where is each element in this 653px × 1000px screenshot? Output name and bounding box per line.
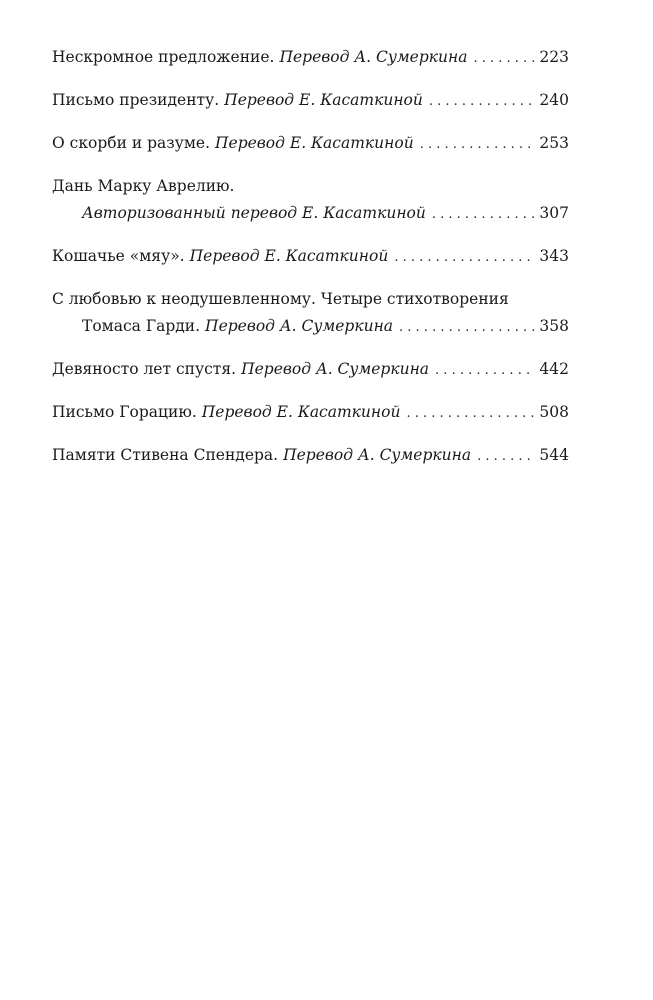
toc-entry[interactable] bbox=[52, 442, 569, 470]
toc-entry[interactable] bbox=[52, 173, 569, 228]
entry-title: Письмо Горацию. bbox=[52, 403, 197, 421]
dot-leader bbox=[420, 131, 536, 158]
toc-line bbox=[52, 442, 569, 470]
toc-entry[interactable] bbox=[52, 399, 569, 427]
entry-page-number: 307 bbox=[539, 204, 569, 222]
toc-entry[interactable] bbox=[52, 286, 569, 341]
entry-translator: Перевод А. Сумеркина bbox=[205, 317, 394, 335]
entry-translator: Перевод А. Сумеркина bbox=[241, 360, 430, 378]
entry-translator: Перевод Е. Касаткиной bbox=[201, 403, 401, 421]
toc-line bbox=[52, 243, 569, 271]
entry-title: Нескромное предложение. bbox=[52, 48, 275, 66]
entry-title: С любовью к неодушевленному. Четыре стихотворения bbox=[52, 290, 509, 308]
entry-title: О скорби и разуме. bbox=[52, 134, 210, 152]
toc-entry[interactable] bbox=[52, 44, 569, 72]
dot-leader bbox=[399, 314, 535, 341]
toc-line bbox=[52, 356, 569, 384]
toc-line bbox=[52, 399, 569, 427]
toc-line bbox=[52, 44, 569, 72]
dot-leader bbox=[473, 45, 535, 72]
dot-leader bbox=[394, 244, 535, 271]
toc-entry[interactable] bbox=[52, 356, 569, 384]
entry-translator: Перевод Е. Касаткиной bbox=[215, 134, 414, 152]
dot-leader bbox=[435, 357, 535, 384]
entry-page-number: 253 bbox=[539, 134, 569, 152]
entry-page-number: 343 bbox=[539, 247, 569, 265]
entry-page-number: 544 bbox=[539, 446, 569, 464]
dot-leader bbox=[406, 400, 535, 427]
entry-page-number: 358 bbox=[539, 317, 569, 335]
entry-title: Девяносто лет спустя. bbox=[52, 360, 237, 378]
entry-title: Памяти Стивена Спендера. bbox=[52, 446, 279, 464]
toc-entry[interactable] bbox=[52, 243, 569, 271]
toc-entry[interactable] bbox=[52, 87, 569, 115]
entry-translator: Перевод А. Сумеркина bbox=[279, 48, 468, 66]
toc-line-continuation bbox=[52, 313, 569, 341]
dot-leader bbox=[477, 443, 535, 470]
toc-line bbox=[52, 87, 569, 115]
entry-page-number: 508 bbox=[539, 403, 569, 421]
toc-entry[interactable] bbox=[52, 130, 569, 158]
dot-leader bbox=[432, 201, 536, 228]
toc-line bbox=[52, 286, 569, 313]
toc-line bbox=[52, 130, 569, 158]
dot-leader bbox=[429, 88, 536, 115]
entry-page-number: 223 bbox=[539, 48, 569, 66]
entry-title-continuation: Томаса Гарди. bbox=[82, 317, 201, 335]
entry-translator: Перевод Е. Касаткиной bbox=[224, 91, 423, 109]
entry-page-number: 240 bbox=[539, 91, 569, 109]
entry-title: Кошачье «мяу». bbox=[52, 247, 185, 265]
entry-title: Письмо президенту. bbox=[52, 91, 220, 109]
table-of-contents bbox=[52, 44, 569, 485]
entry-translator: Перевод Е. Касаткиной bbox=[189, 247, 389, 265]
entry-page-number: 442 bbox=[539, 360, 569, 378]
toc-line bbox=[52, 173, 569, 200]
entry-translator: Авторизованный перевод Е. Касаткиной bbox=[82, 204, 426, 222]
entry-title: Дань Марку Аврелию. bbox=[52, 177, 235, 195]
entry-translator: Перевод А. Сумеркина bbox=[283, 446, 472, 464]
toc-line-continuation bbox=[52, 200, 569, 228]
